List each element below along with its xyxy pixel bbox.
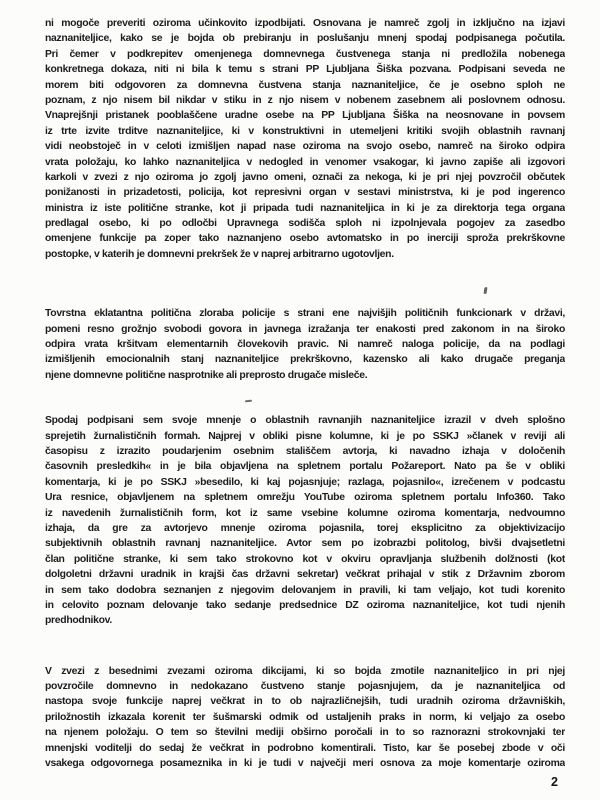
text-line: Pri čemer v podkrepitev omenjenega domnevnega čustvenega stanja ni predložila nobenega [45,48,565,60]
text-line: nastopa svoje funkcije naprej večkrat in to ob najrazličnejših, tudi uradnih oziroma državniških, [45,696,565,708]
text-line: odpira vrata kršitvam elementarnih človekovih pravic. Ni namreč naloga policije, da na podlagi [45,339,565,351]
text-line: naznaniteljice, kako se je bojda ob prebiranju in poslušanju mnenj spodaj podpisanega počutila. [45,33,565,45]
text-line: omenjene funkcije pa zoper tako naznanjeno osebo avtomatsko in po inerciji sproža prekrškovne [45,233,565,245]
text-line: ponižanosti in prizadetosti, policija, kot represivni organ v sestavi ministrstva, ki je pod ingerenco [45,187,565,199]
paragraph-3 [45,413,565,628]
paragraph-1 [45,16,565,262]
text-line: vrata položaju, ko lahko naznaniteljica v nedogled in venomer vsakogar, ki javno zapiše ali izgovori [45,156,565,168]
text-line: predhodnikov. [45,615,112,627]
text-line: povzročile domnevno in nedokazano čustveno stanje pojasnjujem, da je naznaniteljica od [45,681,565,693]
text-line: poznam, z njo nisem bil nikdar v stiku in z njo nisem v nobenem zasebnem ali poslovnem odnosu. [45,94,565,106]
text-line: časopisu z izrazito poudarjenim osebnim stališčem avtorja, ki navadno izhaja v določenih [45,445,565,457]
text-line: izmišljenih emocionalnih stanj naznaniteljice prekrškovno, kazensko ali kako drugače preganja [45,354,565,366]
text-line: vidi neobstoječ in v celoti izmišljen napad nase oziroma na svojo osebo, namreč na široko odpira [45,141,565,153]
page-number: 2 [551,775,558,789]
text-line: vsakega odgovornega posameznika in ki je tudi v največji meri osnova za moje komentarje oziroma [45,758,565,770]
text-line: predlagal osebo, ki po odločbi Upravnega sodišča sploh ni izpolnjevala pogojev za zasedbo [45,218,565,230]
text-line: dolgoletni državni uradnik in krajši čas državni sekretar) večkrat prihajal v stik z Državnim zborom [45,569,565,581]
text-line: iz trte izvite trditve naznaniteljice, ki v konstruktivni in utemeljeni kritiki svojih oblastnih ravnanj [45,125,565,137]
text-line: in sem tako dodobra seznanjen z njegovim delovanjem in pravili, ki tam veljajo, kot tudi korenito [45,584,565,596]
text-line: subjektivnih oblastnih ravnanj naznaniteljice. Avtor sem po izobrazbi politolog, bivši dvajsetletni [45,538,565,550]
document-body [45,16,565,771]
text-line: konkretnega dokaza, niti ni bila k temu s strani PP Ljubljana Šiška pozvana. Podpisani seveda ne [45,64,565,76]
text-line: izhaja, da gre za avtorjevo mnenje oziroma pojasnila, torej eksplicitno za objektivizacijo [45,522,565,534]
text-line: postopke, v katerih je domnevni prekršek že v naprej arbitrarno ugotovljen. [45,248,394,260]
text-line: njene domnevne politične nasprotnike ali preprosto drugače misleče. [45,369,368,381]
text-line: priložnostih izkazala korenit ter šušmarski odmik od ustaljenih praks in norm, ki veljajo za osebo [45,711,565,723]
text-line: ni mogoče preveriti oziroma učinkovito izpodbijati. Osnovana je namreč zgolj in izključno na izjavi [45,18,565,29]
text-line: in celovito poznam delovanje tako sedanje predsednice DZ oziroma naznaniteljice, kot tudi njenih [45,599,565,611]
text-line: karkoli v zvezi z njo oziroma jo zgolj javno omeni, označi za nekoga, ki je pri njej povzročil občutek [45,171,565,183]
text-line: V zvezi z besednimi zvezami oziroma dikcijami, ki so bojda zmotile naznaniteljico in pri njej [45,665,565,677]
text-line: na njenem položaju. O tem so številni mediji obširno poročali in to so raznorazni strokovnjaki ter [45,727,565,739]
paragraph-2 [45,306,565,383]
text-line: Spodaj podpisani sem svoje mnenje o oblastnih ravnanjih naznaniteljice izrazil v dveh splošno [45,415,565,427]
text-line: Ura resnice, objavljenem na spletnem omrežju YouTube oziroma spletnem portalu Info360. Tako [45,492,565,504]
paragraph-4 [45,664,565,772]
text-line: član politične stranke, ki sem tako strokovno kot v okviru opravljanja službenih dolžnosti (kot [45,553,565,565]
text-line: iz navedenih žurnalističnih form, kot iz same vsebine kolumne oziroma komentarja, nedvoumno [45,507,565,519]
text-line: Tovrstna eklatantna politična zloraba policije s strani ene najvišjih političnih funkcionark v državi, [45,308,565,320]
text-line: mnenjski voditelji do sedaj že večkrat in podrobno komentirali. Tisto, kar še posebej zbode v oči [45,742,565,754]
text-line: sprejetih žurnalističnih formah. Najprej v obliki pisne kolumne, ki je po SSKJ »članek v reviji ali [45,430,565,442]
text-line: ministra iz iste politične stranke, kot ji pripada tudi naznaniteljica in ki je za direktorja tega organa [45,202,565,214]
text-line: časovnih presledkih« in je bila objavljena na spletnem portalu Požareport. Nato pa še v obliki [45,461,565,473]
text-line: pomeni resno grožnjo svobodi govora in javnega izražanja ter enakosti pred zakonom in na široko [45,323,565,335]
text-line: komentarja, ki je po SSKJ »besedilo, ki kaj pojasnjuje; razlaga, pojasnilo«, izrečenem v podcastu [45,476,565,488]
text-line: Vnaprejšnji pristanek pooblaščene uradne osebe na PP Ljubljana Šiška na neosnovane in povsem [45,110,565,122]
text-line: morem biti odgovoren za domnevna čustvena stanja naznaniteljice, če je osebno sploh ne [45,79,565,91]
